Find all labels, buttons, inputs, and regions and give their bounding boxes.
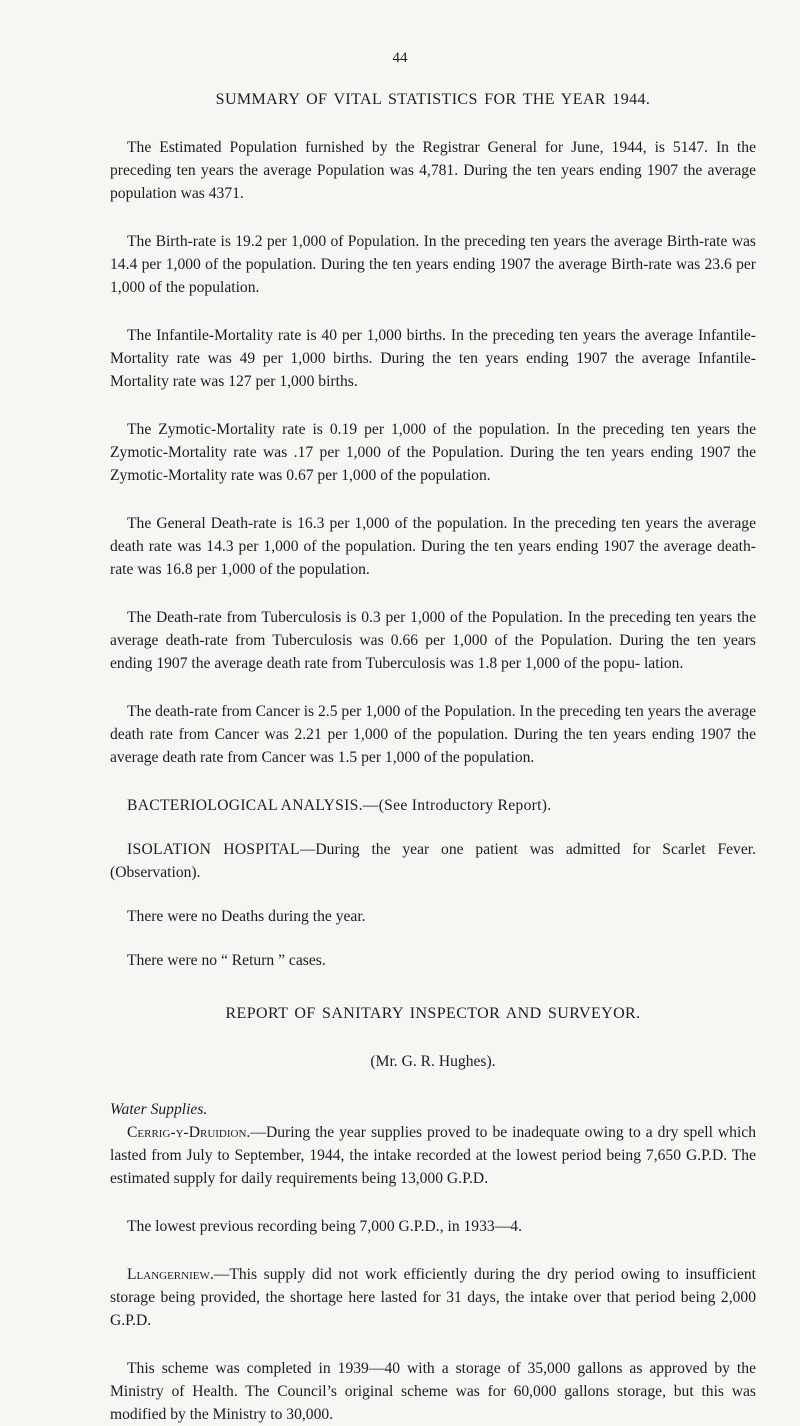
isolation-hospital-text: —During the year one patient was admitted for Scarlet Fever. (Observation). (110, 841, 756, 881)
no-return-cases-line: There were no “ Return ” cases. (127, 952, 326, 969)
cerrig-place-name: Cerrig-y-Druidion. (127, 1124, 251, 1141)
sanitary-report-title: REPORT OF SANITARY INSPECTOR AND SURVEYOR. (225, 1005, 641, 1022)
cancer-paragraph: The death-rate from Cancer is 2.5 per 1,000 of the Population. In the preceding ten years the average death rate from Cancer was 2.21 per 1,000 of the population. During the ten years ending 1907 the average death rate from Cancer was 1.5 per 1,000 of the population. (110, 703, 756, 766)
bacteriological-analysis: BACTERIOLOGICAL ANALYSIS.—(See Introductory Report). (127, 797, 552, 814)
no-deaths-line: There were no Deaths during the year. (127, 908, 366, 925)
summary-title: SUMMARY OF VITAL STATISTICS FOR THE YEAR 1944. (215, 91, 651, 108)
isolation-hospital-heading: ISOLATION HOSPITAL (127, 841, 300, 858)
infantile-mortality-paragraph: The Infantile-Mortality rate is 40 per 1,000 births. In the preceding ten years the average Infantile-Mortality rate was 49 per 1,000 births. During the ten years ending 1907 the average Infantile-Mortality rate was 127 per 1,000 births. (110, 327, 756, 390)
birth-rate-paragraph: The Birth-rate is 19.2 per 1,000 of Population. In the preceding ten years the average Birth-rate was 14.4 per 1,000 of the population. During the ten years ending 1907 the average Birth-rate was 23.6 per 1,000 of the population. (110, 233, 756, 296)
population-paragraph: The Estimated Population furnished by the Registrar General for June, 1944, is 5147. In the preceding ten years the average Population was 4,781. During the ten years ending 1907 the average population was 4371. (110, 139, 756, 202)
inspector-byline: (Mr. G. R. Hughes). (370, 1053, 496, 1070)
tuberculosis-paragraph: The Death-rate from Tuberculosis is 0.3 per 1,000 of the Population. In the preceding ten years the average death-rate from Tuberculosis was 0.66 per 1,000 of the Population. During the ten years ending 1907 the average death rate from Tuberculosis was 1.8 per 1,000 of the popu- lation. (110, 609, 756, 672)
page-content (110, 88, 756, 1426)
isolation-hospital-paragraph (110, 838, 756, 884)
scheme-paragraph: This scheme was completed in 1939—40 with a storage of 35,000 gallons as approved by the Ministry of Health. The Council’s original scheme was for 60,000 gallons storage, but this was modified by the Ministry to 30,000. (110, 1360, 756, 1423)
cerrig-paragraph (110, 1121, 756, 1190)
llangerniew-text: —This supply did not work efficiently during the dry period owing to insufficient storage being provided, the shortage here lasted for 31 days, the intake over that period being 2,000 G.P.D. (110, 1266, 756, 1329)
general-death-rate-paragraph: The General Death-rate is 16.3 per 1,000 of the population. In the preceding ten years the average death rate was 14.3 per 1,000 of the population. During the ten years ending 1907 the average death-rate was 16.8 per 1,000 of the population. (110, 515, 756, 578)
llangerniew-paragraph (110, 1263, 756, 1332)
page-number: 44 (392, 50, 408, 66)
zymotic-mortality-paragraph: The Zymotic-Mortality rate is 0.19 per 1,000 of the population. In the preceding ten years the Zymotic-Mortality rate was .17 per 1,000 of the Population. During the ten years ending 1907 the Zymotic-Mortality rate was 0.67 per 1,000 of the population. (110, 421, 756, 484)
cerrig-text: —During the year supplies proved to be inadequate owing to a dry spell which lasted from July to September, 1944, the intake recorded at the lowest period being 7,650 G.P.D. The estimated supply for daily requirements being 13,000 G.P.D. (110, 1124, 756, 1187)
water-supplies-heading: Water Supplies. (110, 1101, 208, 1118)
lowest-previous-line: The lowest previous recording being 7,000 G.P.D., in 1933—4. (127, 1218, 522, 1235)
llangerniew-place-name: Llangerniew. (127, 1266, 214, 1283)
